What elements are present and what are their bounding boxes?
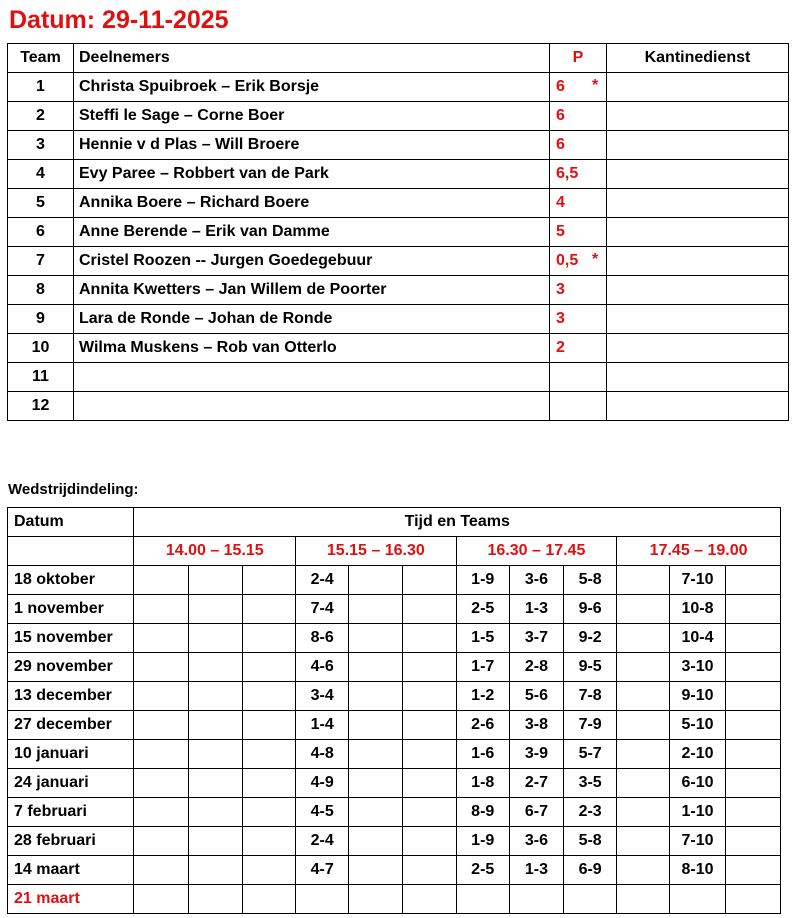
team-kantinedienst — [607, 131, 789, 160]
schedule-date: 7 februari — [8, 798, 134, 827]
match-cell — [349, 885, 403, 914]
team-number: 12 — [8, 392, 74, 421]
schedule-row — [8, 653, 781, 682]
match-cell — [403, 798, 456, 827]
team-points — [550, 131, 607, 160]
schedule-date: 24 januari — [8, 769, 134, 798]
team-participants: Hennie v d Plas – Will Broere — [74, 131, 550, 160]
teams-table — [7, 43, 789, 421]
team-participants: Evy Paree – Robbert van de Park — [74, 160, 550, 189]
match-cell: 7-9 — [564, 711, 617, 740]
match-cell: 5-8 — [564, 566, 617, 595]
match-cell — [134, 885, 188, 914]
match-cell: 1-5 — [456, 624, 509, 653]
schedule-slot-row — [8, 537, 781, 566]
points-star: * — [592, 251, 599, 268]
match-cell — [564, 885, 617, 914]
match-cell — [617, 624, 670, 653]
match-cell: 9-5 — [564, 653, 617, 682]
match-cell — [349, 566, 403, 595]
match-cell: 2-5 — [456, 856, 509, 885]
match-cell: 9-6 — [564, 595, 617, 624]
team-number: 8 — [8, 276, 74, 305]
schedule-date: 14 maart — [8, 856, 134, 885]
match-cell: 2-7 — [509, 769, 563, 798]
match-cell: 6-7 — [509, 798, 563, 827]
header-deelnemers: Deelnemers — [74, 44, 550, 73]
header-kantinedienst: Kantinedienst — [607, 44, 789, 73]
match-cell — [349, 827, 403, 856]
match-cell: 4-8 — [296, 740, 349, 769]
match-cell — [188, 595, 242, 624]
match-cell: 1-4 — [296, 711, 349, 740]
team-participants: Wilma Muskens – Rob van Otterlo — [74, 334, 550, 363]
match-cell — [403, 827, 456, 856]
match-cell — [242, 885, 295, 914]
match-cell — [188, 740, 242, 769]
match-cell — [242, 566, 295, 595]
team-number: 7 — [8, 247, 74, 276]
match-cell — [349, 740, 403, 769]
team-number: 5 — [8, 189, 74, 218]
team-kantinedienst — [607, 247, 789, 276]
team-kantinedienst — [607, 305, 789, 334]
match-cell: 2-6 — [456, 711, 509, 740]
match-cell: 2-4 — [296, 566, 349, 595]
match-cell — [725, 885, 780, 914]
match-cell — [617, 856, 670, 885]
team-number: 6 — [8, 218, 74, 247]
team-participants: Cristel Roozen -- Jurgen Goedegebuur — [74, 247, 550, 276]
team-points — [550, 334, 607, 363]
slot-empty-cell — [8, 537, 134, 566]
match-cell: 5-7 — [564, 740, 617, 769]
match-cell: 2-4 — [296, 827, 349, 856]
schedule-date: 13 december — [8, 682, 134, 711]
match-cell — [617, 798, 670, 827]
points-value: 2 — [556, 339, 565, 356]
schedule-row — [8, 798, 781, 827]
match-cell — [134, 653, 188, 682]
match-cell: 8-6 — [296, 624, 349, 653]
match-cell: 8-9 — [456, 798, 509, 827]
schedule-subtitle: Wedstrijdindeling: — [8, 481, 139, 498]
match-cell — [188, 769, 242, 798]
team-number: 10 — [8, 334, 74, 363]
match-cell: 1-2 — [456, 682, 509, 711]
team-points — [550, 218, 607, 247]
match-cell — [188, 885, 242, 914]
match-cell — [349, 624, 403, 653]
match-cell — [296, 885, 349, 914]
match-cell — [670, 885, 725, 914]
match-cell — [134, 624, 188, 653]
match-cell — [725, 566, 780, 595]
schedule-row — [8, 885, 781, 914]
team-row — [8, 102, 789, 131]
match-cell — [456, 885, 509, 914]
match-cell — [134, 595, 188, 624]
header-p: P — [550, 44, 607, 73]
match-cell: 1-3 — [509, 595, 563, 624]
match-cell — [242, 856, 295, 885]
team-row — [8, 276, 789, 305]
match-cell: 5-8 — [564, 827, 617, 856]
match-cell — [188, 624, 242, 653]
team-participants: Lara de Ronde – Johan de Ronde — [74, 305, 550, 334]
team-number: 11 — [8, 363, 74, 392]
slot-3: 16.30 – 17.45 — [456, 537, 617, 566]
header-tijd-en-teams: Tijd en Teams — [134, 508, 781, 537]
schedule-date: 28 februari — [8, 827, 134, 856]
team-points — [550, 247, 607, 276]
team-points — [550, 363, 607, 392]
schedule-row — [8, 856, 781, 885]
team-points — [550, 102, 607, 131]
team-kantinedienst — [607, 334, 789, 363]
slot-4: 17.45 – 19.00 — [617, 537, 781, 566]
match-cell: 1-3 — [509, 856, 563, 885]
match-cell — [242, 740, 295, 769]
match-cell: 7-8 — [564, 682, 617, 711]
schedule-row — [8, 624, 781, 653]
team-row — [8, 218, 789, 247]
team-points — [550, 73, 607, 102]
team-participants: Christa Spuibroek – Erik Borsje — [74, 73, 550, 102]
match-cell — [242, 653, 295, 682]
match-cell: 1-9 — [456, 827, 509, 856]
match-cell: 3-4 — [296, 682, 349, 711]
page-title: Datum: 29-11-2025 — [9, 6, 229, 34]
match-cell — [403, 624, 456, 653]
team-points — [550, 160, 607, 189]
match-cell — [349, 682, 403, 711]
match-cell — [188, 827, 242, 856]
schedule-date: 10 januari — [8, 740, 134, 769]
match-cell — [403, 653, 456, 682]
match-cell — [242, 769, 295, 798]
match-cell: 6-10 — [670, 769, 725, 798]
match-cell — [725, 682, 780, 711]
match-cell — [349, 769, 403, 798]
match-cell — [134, 566, 188, 595]
schedule-header-row — [8, 508, 781, 537]
match-cell: 9-10 — [670, 682, 725, 711]
match-cell: 4-6 — [296, 653, 349, 682]
team-participants: Anne Berende – Erik van Damme — [74, 218, 550, 247]
team-kantinedienst — [607, 73, 789, 102]
team-points — [550, 392, 607, 421]
match-cell — [725, 827, 780, 856]
match-cell: 7-4 — [296, 595, 349, 624]
match-cell — [617, 682, 670, 711]
match-cell: 4-5 — [296, 798, 349, 827]
slot-2: 15.15 – 16.30 — [296, 537, 457, 566]
match-cell: 3-6 — [509, 566, 563, 595]
points-value: 6 — [556, 107, 565, 124]
schedule-row — [8, 711, 781, 740]
match-cell: 3-10 — [670, 653, 725, 682]
schedule-date: 29 november — [8, 653, 134, 682]
match-cell — [242, 711, 295, 740]
match-cell — [403, 856, 456, 885]
match-cell: 4-9 — [296, 769, 349, 798]
match-cell — [134, 798, 188, 827]
points-value: 3 — [556, 310, 565, 327]
match-cell: 3-7 — [509, 624, 563, 653]
match-cell: 10-4 — [670, 624, 725, 653]
points-value: 4 — [556, 194, 565, 211]
match-cell — [725, 711, 780, 740]
team-kantinedienst — [607, 363, 789, 392]
match-cell: 1-9 — [456, 566, 509, 595]
match-cell — [242, 624, 295, 653]
match-cell — [188, 711, 242, 740]
match-cell — [403, 769, 456, 798]
points-value: 6 — [556, 136, 565, 153]
match-cell: 1-10 — [670, 798, 725, 827]
match-cell: 2-10 — [670, 740, 725, 769]
schedule-row — [8, 769, 781, 798]
match-cell — [188, 682, 242, 711]
team-row — [8, 131, 789, 160]
team-kantinedienst — [607, 276, 789, 305]
match-cell — [242, 798, 295, 827]
team-kantinedienst — [607, 218, 789, 247]
match-cell — [725, 856, 780, 885]
match-cell — [349, 798, 403, 827]
match-cell — [242, 595, 295, 624]
team-row — [8, 305, 789, 334]
match-cell — [242, 827, 295, 856]
schedule-date: 27 december — [8, 711, 134, 740]
match-cell: 2-8 — [509, 653, 563, 682]
match-cell — [617, 653, 670, 682]
team-row — [8, 73, 789, 102]
team-row — [8, 363, 789, 392]
match-cell: 5-10 — [670, 711, 725, 740]
match-cell — [242, 682, 295, 711]
team-participants: Steffi le Sage – Corne Boer — [74, 102, 550, 131]
schedule-row — [8, 740, 781, 769]
match-cell: 7-10 — [670, 566, 725, 595]
team-participants: Annika Boere – Richard Boere — [74, 189, 550, 218]
match-cell — [617, 711, 670, 740]
header-datum: Datum — [8, 508, 134, 537]
team-row — [8, 160, 789, 189]
match-cell — [134, 682, 188, 711]
match-cell — [134, 711, 188, 740]
team-number: 3 — [8, 131, 74, 160]
match-cell — [403, 595, 456, 624]
team-participants — [74, 392, 550, 421]
match-cell: 2-5 — [456, 595, 509, 624]
match-cell: 4-7 — [296, 856, 349, 885]
match-cell — [349, 711, 403, 740]
match-cell — [403, 566, 456, 595]
points-star: * — [592, 77, 599, 94]
schedule-table — [7, 507, 781, 914]
match-cell — [349, 856, 403, 885]
team-row — [8, 189, 789, 218]
team-participants — [74, 363, 550, 392]
team-number: 2 — [8, 102, 74, 131]
match-cell: 3-5 — [564, 769, 617, 798]
match-cell — [725, 653, 780, 682]
teams-header-row — [8, 44, 789, 73]
match-cell — [617, 740, 670, 769]
match-cell — [349, 595, 403, 624]
team-kantinedienst — [607, 160, 789, 189]
match-cell — [617, 769, 670, 798]
points-value: 3 — [556, 281, 565, 298]
team-row — [8, 334, 789, 363]
match-cell — [725, 769, 780, 798]
team-kantinedienst — [607, 392, 789, 421]
match-cell — [403, 885, 456, 914]
match-cell — [134, 827, 188, 856]
match-cell: 3-8 — [509, 711, 563, 740]
match-cell — [134, 769, 188, 798]
match-cell — [134, 740, 188, 769]
match-cell — [725, 595, 780, 624]
match-cell — [725, 740, 780, 769]
match-cell: 1-6 — [456, 740, 509, 769]
match-cell — [403, 740, 456, 769]
match-cell: 7-10 — [670, 827, 725, 856]
match-cell: 9-2 — [564, 624, 617, 653]
match-cell — [188, 798, 242, 827]
match-cell: 1-8 — [456, 769, 509, 798]
match-cell: 10-8 — [670, 595, 725, 624]
match-cell — [349, 653, 403, 682]
match-cell — [134, 856, 188, 885]
points-value: 5 — [556, 223, 565, 240]
schedule-date: 15 november — [8, 624, 134, 653]
team-participants: Annita Kwetters – Jan Willem de Poorter — [74, 276, 550, 305]
match-cell — [617, 827, 670, 856]
match-cell: 3-9 — [509, 740, 563, 769]
schedule-date: 18 oktober — [8, 566, 134, 595]
match-cell: 8-10 — [670, 856, 725, 885]
team-kantinedienst — [607, 189, 789, 218]
team-row — [8, 247, 789, 276]
match-cell — [188, 653, 242, 682]
schedule-row — [8, 566, 781, 595]
team-number: 4 — [8, 160, 74, 189]
slot-1: 14.00 – 15.15 — [134, 537, 296, 566]
match-cell — [188, 566, 242, 595]
match-cell — [509, 885, 563, 914]
team-kantinedienst — [607, 102, 789, 131]
match-cell — [617, 595, 670, 624]
match-cell: 2-3 — [564, 798, 617, 827]
team-points — [550, 189, 607, 218]
match-cell: 6-9 — [564, 856, 617, 885]
header-team: Team — [8, 44, 74, 73]
team-points — [550, 276, 607, 305]
schedule-row — [8, 682, 781, 711]
match-cell: 1-7 — [456, 653, 509, 682]
match-cell — [725, 798, 780, 827]
match-cell — [617, 885, 670, 914]
points-value: 6 — [556, 78, 565, 95]
points-value: 0,5 — [556, 252, 579, 269]
team-points — [550, 305, 607, 334]
team-number: 9 — [8, 305, 74, 334]
team-number: 1 — [8, 73, 74, 102]
team-row — [8, 392, 789, 421]
schedule-date: 1 november — [8, 595, 134, 624]
match-cell: 3-6 — [509, 827, 563, 856]
match-cell — [403, 682, 456, 711]
match-cell: 5-6 — [509, 682, 563, 711]
schedule-date: 21 maart — [8, 885, 134, 914]
match-cell — [725, 624, 780, 653]
schedule-row — [8, 827, 781, 856]
points-value: 6,5 — [556, 165, 579, 182]
match-cell — [617, 566, 670, 595]
schedule-row — [8, 595, 781, 624]
match-cell — [403, 711, 456, 740]
match-cell — [188, 856, 242, 885]
